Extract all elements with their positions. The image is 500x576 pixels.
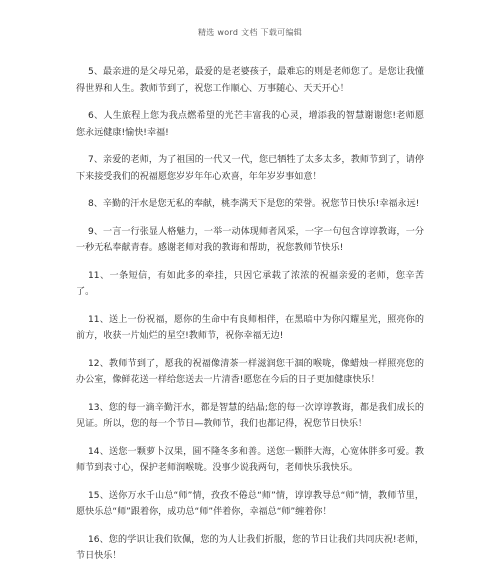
document-header-note: 精选 word 文档 下载可编辑 [197, 28, 303, 37]
paragraph-16: 16、您的学识让我们钦佩，您的为人让我们折服，您的节日让我们共同庆祝!老师，节日快乐！ [76, 534, 424, 561]
paragraph-11a: 11、一条短信，有如此多的牵挂，只因它承载了浓浓的祝福亲爱的老师，您辛苦了。 [76, 270, 424, 297]
paragraph-15: 15、送你万水千山总“师”情，孜孜不倦总“师”情，谆谆教导总“师”情，教师节里，愿快乐总“师”跟着你，成功总“师”伴着你，幸福总“师”缠着你！ [76, 490, 424, 517]
paragraph-14: 14、送您一颗萝卜汉果，圆不隆冬多和善。送您一颗胖大海，心宽体胖多可爱。教师节到表寸心，保护老师润喉咙。没事少说我两句，老师快乐我快乐。 [76, 446, 424, 473]
paragraph-12: 12、教师节到了，愿我的祝福像清茶一样滋润您干涸的喉咙，像蜡烛一样照亮您的办公室，像鲜花送一样给您送去一片清香!愿您在今后的日子更加健康快乐！ [76, 358, 424, 385]
paragraph-6: 6、人生旅程上您为我点燃希望的光芒丰富我的心灵，增添我的智慧谢谢您!老师愿您永远健康!愉快!幸福! [76, 111, 424, 138]
paragraph-5: 5、最亲进的是父母兄弟，最爱的是老婆孩子，最难忘的则是老师您了。是您让我懂得世界和人生。教师节到了，祝您工作顺心、万事随心、天天开心！ [76, 67, 424, 94]
document-body [76, 64, 424, 576]
paragraph-13: 13、您的每一滴辛勤汗水，都是智慧的结晶;您的每一次谆谆教诲，都是我们成长的见证。所以，您的每一个节日—教师节，我们也都记得，祝您节日快乐！ [76, 402, 424, 429]
paragraph-7: 7、亲爱的老师，为了祖国的一代又一代，您已牺牲了太多太多，教师节到了，请停下来接受我们的祝福愿您岁岁年年心欢喜，年年岁岁事如意！ [76, 155, 424, 182]
paragraph-9: 9、一言一行张显人格魅力，一举一动体现师者风采，一字一句包含谆谆教诲，一分一秒无私奉献青春。感谢老师对我的教诲和帮助，祝您教师节快乐! [76, 226, 424, 253]
paragraph-11b: 11、送上一份祝福，愿你的生命中有良师相伴，在黑暗中为你闪耀星光，照亮你的前方，收获一片灿烂的星空!教师节，祝你幸福无边! [76, 314, 424, 341]
paragraph-8: 8、辛勤的汗水是您无私的奉献，桃李满天下是您的荣誉。祝您节日快乐!幸福永远! [88, 199, 420, 209]
